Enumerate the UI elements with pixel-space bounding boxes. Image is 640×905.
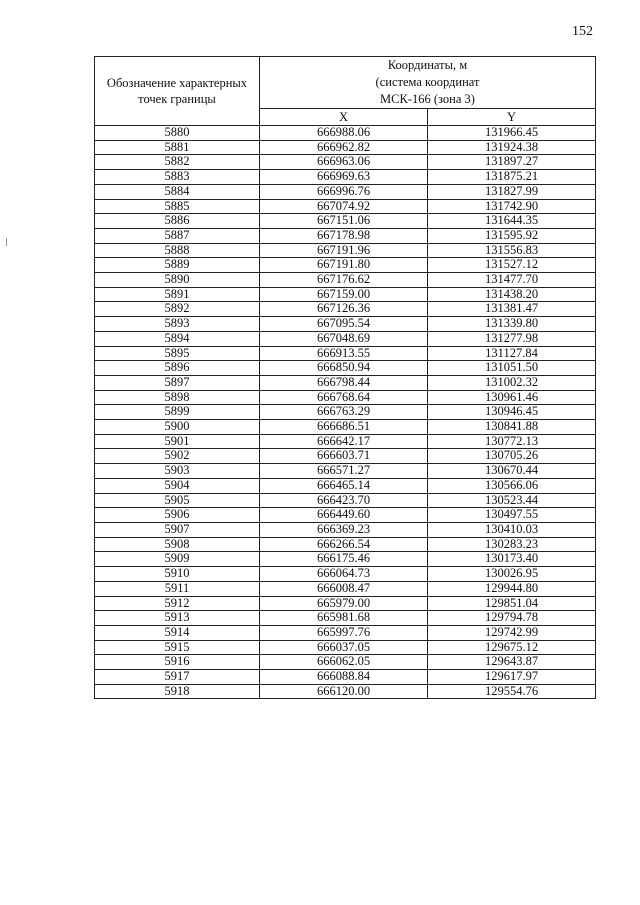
point-id-cell: 5909: [95, 552, 260, 567]
point-id-cell: 5907: [95, 522, 260, 537]
table-row: [95, 522, 596, 537]
y-coordinate-cell: 130026.95: [428, 567, 596, 582]
coordinates-table: [94, 56, 596, 699]
point-id-cell: 5890: [95, 273, 260, 288]
table-row: [95, 670, 596, 685]
x-coordinate-cell: 666969.63: [260, 170, 428, 185]
x-coordinate-cell: 667159.00: [260, 287, 428, 302]
x-coordinate-cell: 666988.06: [260, 126, 428, 141]
y-coordinate-cell: 131381.47: [428, 302, 596, 317]
point-id-cell: 5899: [95, 405, 260, 420]
header-coordinates: [260, 57, 596, 109]
x-coordinate-cell: 667191.96: [260, 243, 428, 258]
y-coordinate-cell: 130173.40: [428, 552, 596, 567]
y-coordinate-cell: 129617.97: [428, 670, 596, 685]
table-row: [95, 464, 596, 479]
point-id-cell: 5898: [95, 390, 260, 405]
point-id-cell: 5916: [95, 655, 260, 670]
point-id-cell: 5897: [95, 375, 260, 390]
x-coordinate-cell: 667176.62: [260, 273, 428, 288]
point-id-cell: 5882: [95, 155, 260, 170]
table-row: [95, 214, 596, 229]
x-coordinate-cell: 666037.05: [260, 640, 428, 655]
x-coordinate-cell: 666062.05: [260, 655, 428, 670]
y-coordinate-cell: 129742.99: [428, 625, 596, 640]
point-id-cell: 5917: [95, 670, 260, 685]
table-row: [95, 258, 596, 273]
table-row: [95, 361, 596, 376]
table-row: [95, 581, 596, 596]
point-id-cell: 5905: [95, 493, 260, 508]
y-coordinate-cell: 130283.23: [428, 537, 596, 552]
table-row: [95, 596, 596, 611]
y-coordinate-cell: 130961.46: [428, 390, 596, 405]
x-coordinate-cell: 666088.84: [260, 670, 428, 685]
point-id-cell: 5906: [95, 508, 260, 523]
y-coordinate-cell: 131002.32: [428, 375, 596, 390]
y-coordinate-cell: 130523.44: [428, 493, 596, 508]
x-coordinate-cell: 666642.17: [260, 434, 428, 449]
x-coordinate-cell: 667074.92: [260, 199, 428, 214]
header-point-designation: Обозначение характерных точек границы: [95, 57, 260, 126]
table-row: [95, 140, 596, 155]
y-coordinate-cell: 129851.04: [428, 596, 596, 611]
x-coordinate-cell: 666008.47: [260, 581, 428, 596]
y-coordinate-cell: 131595.92: [428, 228, 596, 243]
x-coordinate-cell: 665981.68: [260, 611, 428, 626]
header-coordinates-line3: МСК-166 (зона 3): [380, 92, 475, 106]
table-row: [95, 434, 596, 449]
point-id-cell: 5880: [95, 126, 260, 141]
y-coordinate-cell: 129643.87: [428, 655, 596, 670]
y-coordinate-cell: 131875.21: [428, 170, 596, 185]
point-id-cell: 5887: [95, 228, 260, 243]
table-row: [95, 273, 596, 288]
table-row: [95, 684, 596, 699]
table-row: [95, 199, 596, 214]
header-x: X: [260, 109, 428, 126]
y-coordinate-cell: 131827.99: [428, 184, 596, 199]
header-coordinates-line1: Координаты, м: [387, 58, 468, 72]
x-coordinate-cell: 666465.14: [260, 478, 428, 493]
x-coordinate-cell: 666850.94: [260, 361, 428, 376]
point-id-cell: 5902: [95, 449, 260, 464]
x-coordinate-cell: 666913.55: [260, 346, 428, 361]
x-coordinate-cell: 666423.70: [260, 493, 428, 508]
point-id-cell: 5914: [95, 625, 260, 640]
y-coordinate-cell: 129944.80: [428, 581, 596, 596]
point-id-cell: 5908: [95, 537, 260, 552]
table-row: [95, 243, 596, 258]
table-row: [95, 317, 596, 332]
table-row: [95, 449, 596, 464]
point-id-cell: 5884: [95, 184, 260, 199]
point-id-cell: 5911: [95, 581, 260, 596]
point-id-cell: 5913: [95, 611, 260, 626]
y-coordinate-cell: 130946.45: [428, 405, 596, 420]
x-coordinate-cell: 666449.60: [260, 508, 428, 523]
y-coordinate-cell: 130841.88: [428, 420, 596, 435]
margin-mark: [6, 238, 7, 246]
table-body: [95, 126, 596, 699]
y-coordinate-cell: 131556.83: [428, 243, 596, 258]
table-row: [95, 478, 596, 493]
y-coordinate-cell: 130670.44: [428, 464, 596, 479]
x-coordinate-cell: 667095.54: [260, 317, 428, 332]
x-coordinate-cell: 666603.71: [260, 449, 428, 464]
point-id-cell: 5885: [95, 199, 260, 214]
y-coordinate-cell: 131277.98: [428, 331, 596, 346]
x-coordinate-cell: 666763.29: [260, 405, 428, 420]
point-id-cell: 5915: [95, 640, 260, 655]
header-y: Y: [428, 109, 596, 126]
x-coordinate-cell: 667048.69: [260, 331, 428, 346]
y-coordinate-cell: 131527.12: [428, 258, 596, 273]
table-row: [95, 625, 596, 640]
page-number: 152: [572, 24, 593, 39]
x-coordinate-cell: 667178.98: [260, 228, 428, 243]
point-id-cell: 5888: [95, 243, 260, 258]
table-row: [95, 508, 596, 523]
point-id-cell: 5912: [95, 596, 260, 611]
x-coordinate-cell: 666369.23: [260, 522, 428, 537]
point-id-cell: 5894: [95, 331, 260, 346]
table-row: [95, 655, 596, 670]
point-id-cell: 5892: [95, 302, 260, 317]
y-coordinate-cell: 130772.13: [428, 434, 596, 449]
table-row: [95, 346, 596, 361]
table-row: [95, 375, 596, 390]
point-id-cell: 5893: [95, 317, 260, 332]
y-coordinate-cell: 131897.27: [428, 155, 596, 170]
point-id-cell: 5883: [95, 170, 260, 185]
point-id-cell: 5918: [95, 684, 260, 699]
y-coordinate-cell: 130566.06: [428, 478, 596, 493]
y-coordinate-cell: 130497.55: [428, 508, 596, 523]
table-row: [95, 611, 596, 626]
point-id-cell: 5904: [95, 478, 260, 493]
point-id-cell: 5889: [95, 258, 260, 273]
y-coordinate-cell: 131644.35: [428, 214, 596, 229]
x-coordinate-cell: 666266.54: [260, 537, 428, 552]
y-coordinate-cell: 131966.45: [428, 126, 596, 141]
x-coordinate-cell: 666798.44: [260, 375, 428, 390]
header-coordinates-line2: (система координат: [375, 75, 480, 89]
x-coordinate-cell: 666175.46: [260, 552, 428, 567]
table-row: [95, 640, 596, 655]
x-coordinate-cell: 666768.64: [260, 390, 428, 405]
y-coordinate-cell: 131127.84: [428, 346, 596, 361]
x-coordinate-cell: 666962.82: [260, 140, 428, 155]
x-coordinate-cell: 666996.76: [260, 184, 428, 199]
y-coordinate-cell: 131742.90: [428, 199, 596, 214]
x-coordinate-cell: 667191.80: [260, 258, 428, 273]
point-id-cell: 5900: [95, 420, 260, 435]
y-coordinate-cell: 130410.03: [428, 522, 596, 537]
table-row: [95, 552, 596, 567]
point-id-cell: 5895: [95, 346, 260, 361]
table-row: [95, 537, 596, 552]
x-coordinate-cell: 666571.27: [260, 464, 428, 479]
point-id-cell: 5886: [95, 214, 260, 229]
table-row: [95, 155, 596, 170]
table-row: [95, 567, 596, 582]
point-id-cell: 5891: [95, 287, 260, 302]
table-row: [95, 405, 596, 420]
y-coordinate-cell: 131924.38: [428, 140, 596, 155]
table-row: [95, 126, 596, 141]
x-coordinate-cell: 666686.51: [260, 420, 428, 435]
x-coordinate-cell: 666120.00: [260, 684, 428, 699]
y-coordinate-cell: 130705.26: [428, 449, 596, 464]
y-coordinate-cell: 131477.70: [428, 273, 596, 288]
point-id-cell: 5901: [95, 434, 260, 449]
table-row: [95, 331, 596, 346]
point-id-cell: 5896: [95, 361, 260, 376]
table-row: [95, 170, 596, 185]
x-coordinate-cell: 666064.73: [260, 567, 428, 582]
y-coordinate-cell: 129675.12: [428, 640, 596, 655]
table-row: [95, 390, 596, 405]
point-id-cell: 5910: [95, 567, 260, 582]
table-row: [95, 287, 596, 302]
table-row: [95, 184, 596, 199]
x-coordinate-cell: 665997.76: [260, 625, 428, 640]
point-id-cell: 5881: [95, 140, 260, 155]
table-row: [95, 228, 596, 243]
y-coordinate-cell: 131339.80: [428, 317, 596, 332]
x-coordinate-cell: 665979.00: [260, 596, 428, 611]
table-row: [95, 420, 596, 435]
y-coordinate-cell: 131438.20: [428, 287, 596, 302]
y-coordinate-cell: 131051.50: [428, 361, 596, 376]
y-coordinate-cell: 129794.78: [428, 611, 596, 626]
x-coordinate-cell: 667126.36: [260, 302, 428, 317]
x-coordinate-cell: 666963.06: [260, 155, 428, 170]
table-row: [95, 493, 596, 508]
x-coordinate-cell: 667151.06: [260, 214, 428, 229]
table-row: [95, 302, 596, 317]
y-coordinate-cell: 129554.76: [428, 684, 596, 699]
point-id-cell: 5903: [95, 464, 260, 479]
